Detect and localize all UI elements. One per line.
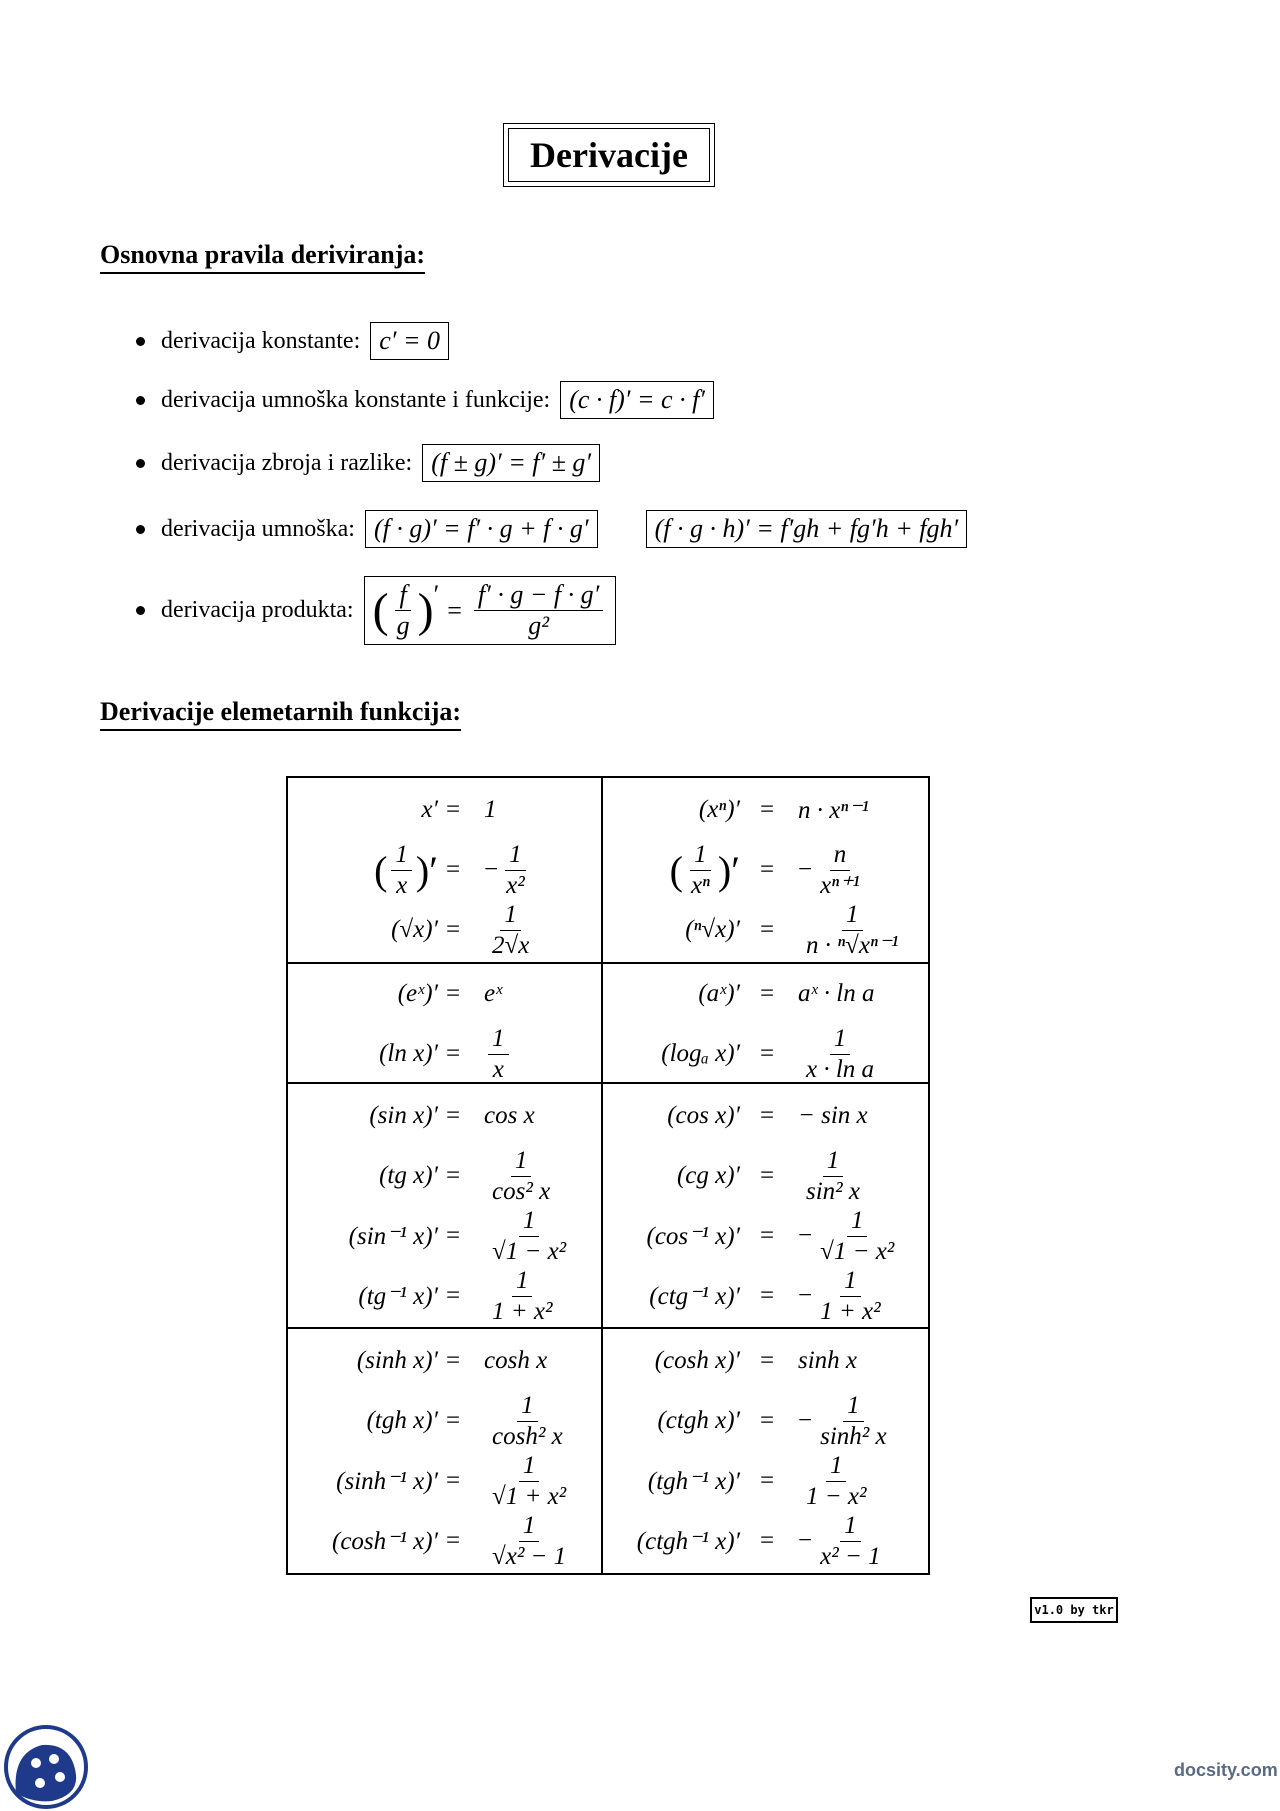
bullet-icon: [136, 525, 145, 534]
derivative-lhs: (cosh⁻¹ x)′: [332, 1528, 438, 1555]
equals-sign: =: [759, 1467, 775, 1494]
derivative-rhs: [798, 1266, 938, 1326]
derivative-rhs: [798, 1146, 938, 1206]
frac-num: 1: [512, 1266, 533, 1297]
frac-num: 1: [519, 1451, 540, 1482]
derivative-lhs: (sinh⁻¹ x)′: [336, 1468, 438, 1495]
equals-sign: =: [445, 856, 461, 883]
frac-den: √1 + x²: [492, 1482, 567, 1510]
equals-sign: =: [759, 796, 775, 823]
derivative-rhs: cosh x: [484, 1347, 548, 1374]
equals-sign: =: [445, 1527, 461, 1554]
fraction: [802, 1451, 870, 1512]
equals-sign: =: [759, 916, 775, 943]
rule-label: derivacija konstante:: [161, 327, 361, 354]
frac-den: g²: [528, 611, 549, 640]
derivative-lhs: (ctgh⁻¹ x)′: [636, 1528, 740, 1555]
frac-num: 1: [830, 1024, 851, 1055]
frac-den: 2√x: [492, 931, 530, 959]
equals-sign: =: [445, 1102, 461, 1129]
frac-den: n · ⁿ√xⁿ⁻¹: [806, 931, 899, 959]
frac-den: sin² x: [806, 1177, 861, 1205]
derivative-rhs: [798, 1511, 938, 1571]
equals-sign: =: [759, 1102, 775, 1129]
derivative-lhs: x′: [421, 796, 438, 823]
derivative-lhs: (cg x)′: [676, 1162, 740, 1189]
rule-formula: (f ± g)′ = f′ ± g′: [422, 444, 600, 482]
equals-sign: =: [759, 1527, 775, 1554]
derivative-lhs: (cosh x)′: [654, 1347, 740, 1374]
derivative-lhs: (eˣ)′: [397, 980, 438, 1007]
derivative-rhs: aˣ · ln a: [798, 980, 875, 1007]
frac-num: 1: [823, 1146, 844, 1177]
fraction: [816, 1206, 898, 1267]
derivative-lhs: (sin⁻¹ x)′: [348, 1223, 438, 1250]
frac-num: 1: [843, 1391, 864, 1422]
derivative-rhs: n · xⁿ⁻¹: [798, 797, 869, 824]
fraction: [502, 840, 529, 901]
minus-sign: −: [798, 1527, 813, 1554]
derivative-lhs: (√x)′: [391, 916, 438, 943]
frac-den: sinh² x: [820, 1422, 887, 1450]
derivative-rhs: [798, 1024, 938, 1084]
frac-num: 1: [500, 900, 521, 931]
frac-num: 1: [488, 1024, 509, 1055]
table-section-power: [288, 778, 928, 964]
bullet-icon: [136, 459, 145, 468]
rule-label: derivacija zbroja i razlike:: [161, 449, 413, 476]
fraction: [687, 840, 714, 901]
fraction: [488, 1024, 509, 1085]
rule-label: derivacija produkta:: [161, 597, 354, 623]
frac-num: f: [395, 580, 410, 611]
equals-sign: =: [759, 1347, 775, 1374]
derivative-rhs: [798, 840, 938, 900]
frac-den: x²: [506, 871, 525, 899]
bullet-icon: [136, 396, 145, 405]
equals-sign: =: [445, 916, 461, 943]
minus-sign: −: [798, 1407, 813, 1434]
derivative-rhs: eˣ: [484, 980, 503, 1007]
frac-num: 1: [840, 1511, 861, 1542]
equals-sign: =: [759, 980, 775, 1007]
frac-num: 1: [826, 1451, 847, 1482]
derivative-rhs: [798, 1451, 938, 1511]
frac-den: x · ln a: [806, 1055, 875, 1083]
frac-den: 1 − x²: [806, 1482, 867, 1510]
fraction: [391, 840, 412, 901]
frac-den: xⁿ⁺¹: [820, 871, 860, 899]
minus-sign: −: [798, 856, 813, 883]
equals-sign: =: [445, 1162, 461, 1189]
equals-sign: =: [445, 1040, 461, 1067]
frac-num: n: [830, 840, 851, 871]
derivative-lhs: (tgh x)′: [366, 1407, 438, 1434]
frac-num: f′ · g − f · g′: [474, 580, 603, 611]
table-section-hyperbolic: [288, 1329, 928, 1573]
frac-den: g: [396, 611, 410, 640]
frac-num: 1: [511, 1146, 532, 1177]
rule-label: derivacija umnoška:: [161, 515, 355, 542]
frac-num: 1: [840, 1266, 861, 1297]
rule-constant-times-function: [136, 381, 714, 419]
derivative-rhs: − sin x: [798, 1102, 868, 1129]
derivatives-table: [286, 776, 930, 1575]
frac-den: xⁿ: [690, 871, 710, 899]
equals-sign: =: [445, 1467, 461, 1494]
rule-quotient: [136, 576, 616, 645]
fraction: [488, 1206, 570, 1267]
minus-sign: −: [484, 856, 499, 883]
page-title: Derivacije: [508, 128, 710, 182]
derivative-rhs: [798, 1391, 938, 1451]
frac-den: √1 − x²: [820, 1237, 895, 1265]
frac-den: cos² x: [492, 1177, 551, 1205]
frac-num: 1: [517, 1391, 538, 1422]
derivative-lhs: ( $\frac{1}{\text{xⁿ}}$ )′: [669, 840, 740, 899]
derivative-lhs: (tg⁻¹ x)′: [358, 1283, 438, 1310]
derivative-lhs: (tgh⁻¹ x)′: [647, 1468, 740, 1495]
table-section-exp-log: [288, 964, 928, 1084]
derivative-lhs: (ctg⁻¹ x)′: [649, 1283, 740, 1310]
fraction: [802, 1024, 878, 1085]
rule-constant: [136, 322, 449, 360]
equals-sign: =: [445, 796, 461, 823]
equals-sign: =: [759, 1162, 775, 1189]
derivative-lhs: (xⁿ)′: [698, 796, 740, 823]
fraction: [488, 1266, 556, 1327]
equals-sign: =: [445, 1407, 461, 1434]
rule-formula-triple: (f · g · h)′ = f′gh + fg′h + fgh′: [646, 510, 968, 548]
frac-den: cosh² x: [492, 1422, 563, 1450]
section-heading-basic-rules: Osnovna pravila deriviranja:: [100, 240, 425, 274]
frac-den: 1 + x²: [820, 1297, 881, 1325]
frac-den: √1 − x²: [492, 1237, 567, 1265]
rule-formula: ( $\frac{f}{g}$ ) ′ = $\frac{f' \cdot g - f \cdot g'}{\text{g²}}$: [364, 576, 617, 645]
section-heading-elementary: Derivacije elemetarnih funkcija:: [100, 697, 461, 731]
frac-num: 1: [519, 1206, 540, 1237]
derivative-lhs: (aˣ)′: [698, 980, 740, 1007]
fraction: [816, 1266, 884, 1327]
rule-label: derivacija umnoška konstante i funkcije:: [161, 386, 551, 413]
rule-sum-difference: [136, 444, 600, 482]
fraction: [802, 900, 903, 961]
frac-num: 1: [505, 840, 526, 871]
derivative-lhs: (sinh x)′: [356, 1347, 438, 1374]
derivative-lhs: (logₐ x)′: [661, 1040, 740, 1067]
rule-product: [136, 510, 967, 548]
fraction: [488, 1391, 567, 1452]
fraction: [488, 1451, 570, 1512]
fraction: [488, 1146, 554, 1207]
equals-sign: =: [759, 856, 775, 883]
derivative-lhs: ( $\frac{1}{x}$ )′: [374, 840, 438, 899]
table-section-trig: [288, 1084, 928, 1329]
frac-num: 1: [690, 840, 711, 871]
equals-sign: =: [759, 1222, 775, 1249]
fraction: [816, 1391, 891, 1452]
fraction: [816, 840, 864, 901]
derivative-lhs: (ln x)′: [379, 1040, 438, 1067]
equals-sign: =: [759, 1407, 775, 1434]
derivative-rhs: cos x: [484, 1102, 535, 1129]
fraction: [488, 1511, 570, 1572]
rule-formula: (c · f)′ = c · f′: [560, 381, 714, 419]
rule-formula: c′ = 0: [370, 322, 449, 360]
docsity-watermark: docsity.com: [1174, 1760, 1278, 1780]
version-stamp: v1.0 by tkr: [1030, 1597, 1118, 1623]
equals-sign: =: [759, 1282, 775, 1309]
derivative-lhs: (cos x)′: [667, 1102, 740, 1129]
derivative-rhs: [798, 900, 938, 960]
docsity-logo-icon: [2, 1723, 90, 1811]
equals-sign: =: [759, 1040, 775, 1067]
frac-num: 1: [847, 1206, 868, 1237]
frac-num: 1: [391, 840, 412, 871]
derivative-lhs: (ⁿ√x)′: [685, 916, 740, 943]
derivative-rhs: [798, 1206, 938, 1266]
equals-sign: =: [445, 1282, 461, 1309]
bullet-icon: [136, 606, 145, 615]
title-frame: [503, 123, 715, 187]
derivative-rhs: 1: [484, 796, 497, 823]
equals-sign: =: [445, 1347, 461, 1374]
fraction: [816, 1511, 884, 1572]
derivative-rhs: sinh x: [798, 1347, 858, 1374]
frac-den: x: [396, 871, 408, 899]
frac-num: 1: [519, 1511, 540, 1542]
bullet-icon: [136, 337, 145, 346]
frac-den: √x² − 1: [492, 1542, 567, 1570]
rule-formula: (f · g)′ = f′ · g + f · g′: [365, 510, 598, 548]
derivative-lhs: (sin x)′: [369, 1102, 438, 1129]
derivative-lhs: (ctgh x)′: [657, 1407, 740, 1434]
frac-den: 1 + x²: [492, 1297, 553, 1325]
fraction: [802, 1146, 864, 1207]
frac-num: 1: [842, 900, 863, 931]
frac-den: x: [492, 1055, 504, 1083]
minus-sign: −: [798, 1222, 813, 1249]
equals-sign: =: [445, 1222, 461, 1249]
frac-den: x² − 1: [820, 1542, 881, 1570]
fraction: [488, 900, 533, 961]
derivative-lhs: (tg x)′: [379, 1162, 438, 1189]
minus-sign: −: [798, 1282, 813, 1309]
derivative-lhs: (cos⁻¹ x)′: [646, 1223, 740, 1250]
equals-sign: =: [445, 980, 461, 1007]
